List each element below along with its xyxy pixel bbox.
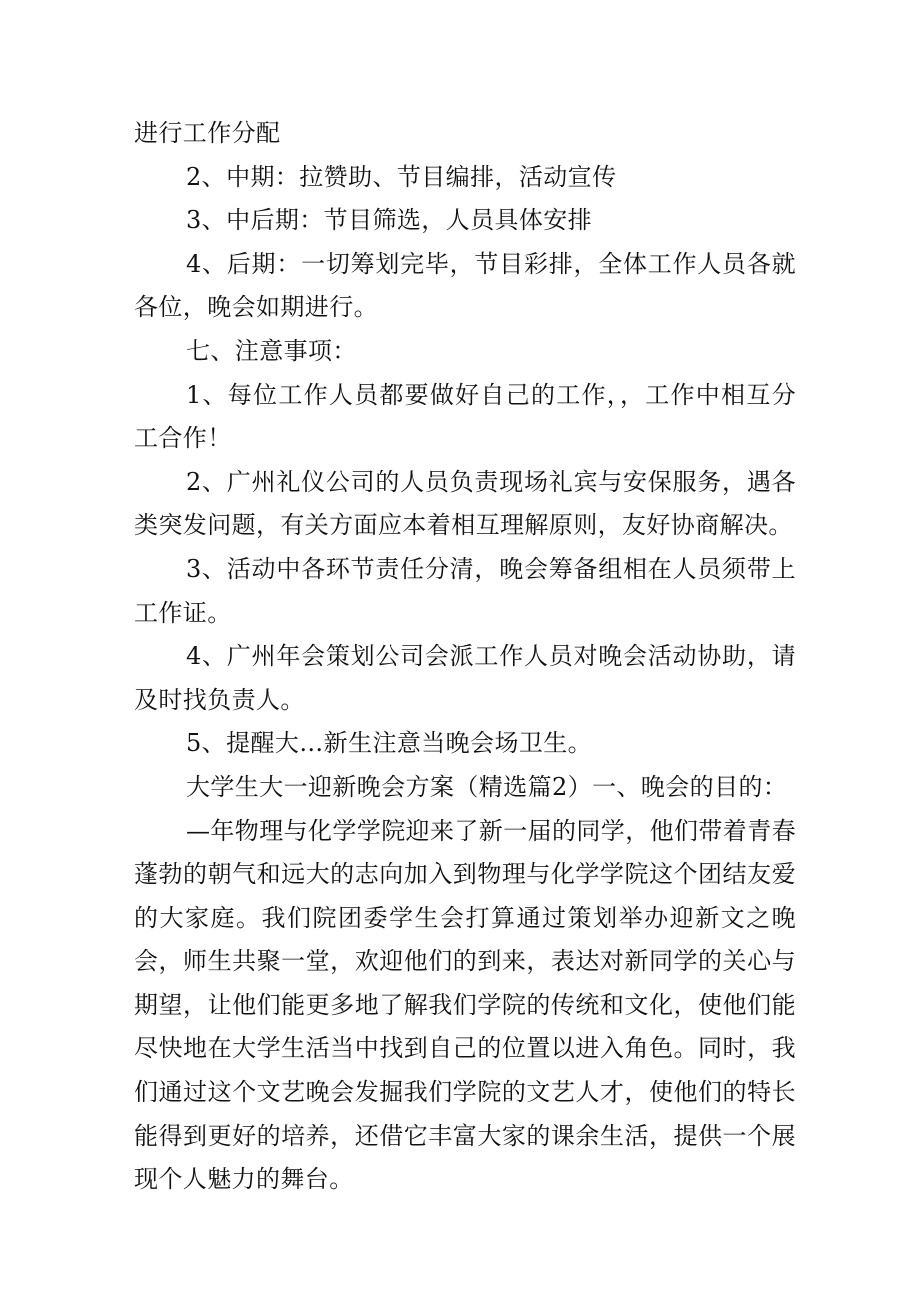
paragraph-mid-late-term: 3、中后期：节目筛选，人员具体安排 xyxy=(186,206,593,235)
paragraph-note-3: 3、活动中各环节责任分清，晚会筹备组相在人员须带上工作证。 xyxy=(134,554,796,627)
section-heading-notes: 七、注意事项： xyxy=(186,336,357,365)
paragraph-purpose: —年物理与化学学院迎来了新一届的同学，他们带着青春蓬勃的朝气和远大的志向加入到物理与化学学院这个团结友爱的大家庭。我们院团委学生会打算通过策划举办迎新文之晚会，师生共聚一堂，欢迎他们的到来，表达对新同学的关心与期望，让他们能更多地了解我们学院的传统和文化，使他们能尽快地在大学生活当中找到自己的位置以进入角色。同时，我们通过这个文艺晚会发掘我们学院的文艺人才，使他们的特长能得到更好的培养，还借它丰富大家的课余生活，提供一个展现个人魅力的舞台。 xyxy=(134,816,796,1194)
paragraph-note-1: 1、每位工作人员都要做好自己的工作，，工作中相互分工合作！ xyxy=(134,380,796,453)
section-heading-plan-2: 大学生大一迎新晚会方案（精选篇2）一、晚会的目的： xyxy=(186,772,788,801)
paragraph-midterm: 2、中期：拉赞助、节目编排，活动宣传 xyxy=(186,162,617,191)
document-body xyxy=(134,112,796,1202)
paragraph-continuation: 进行工作分配 xyxy=(134,119,281,147)
paragraph-late-term: 4、后期：一切筹划完毕，节目彩排，全体工作人员各就各位，晚会如期进行。 xyxy=(134,249,796,322)
paragraph-note-4: 4、广州年会策划公司会派工作人员对晚会活动协助，请及时找负责人。 xyxy=(134,642,796,714)
paragraph-note-5: 5、提醒大…新生注意当晚会场卫生。 xyxy=(186,729,593,758)
paragraph-note-2: 2、广州礼仪公司的人员负责现场礼宾与安保服务，遇各类突发问题，有关方面应本着相互理解原则，友好协商解决。 xyxy=(134,467,796,540)
